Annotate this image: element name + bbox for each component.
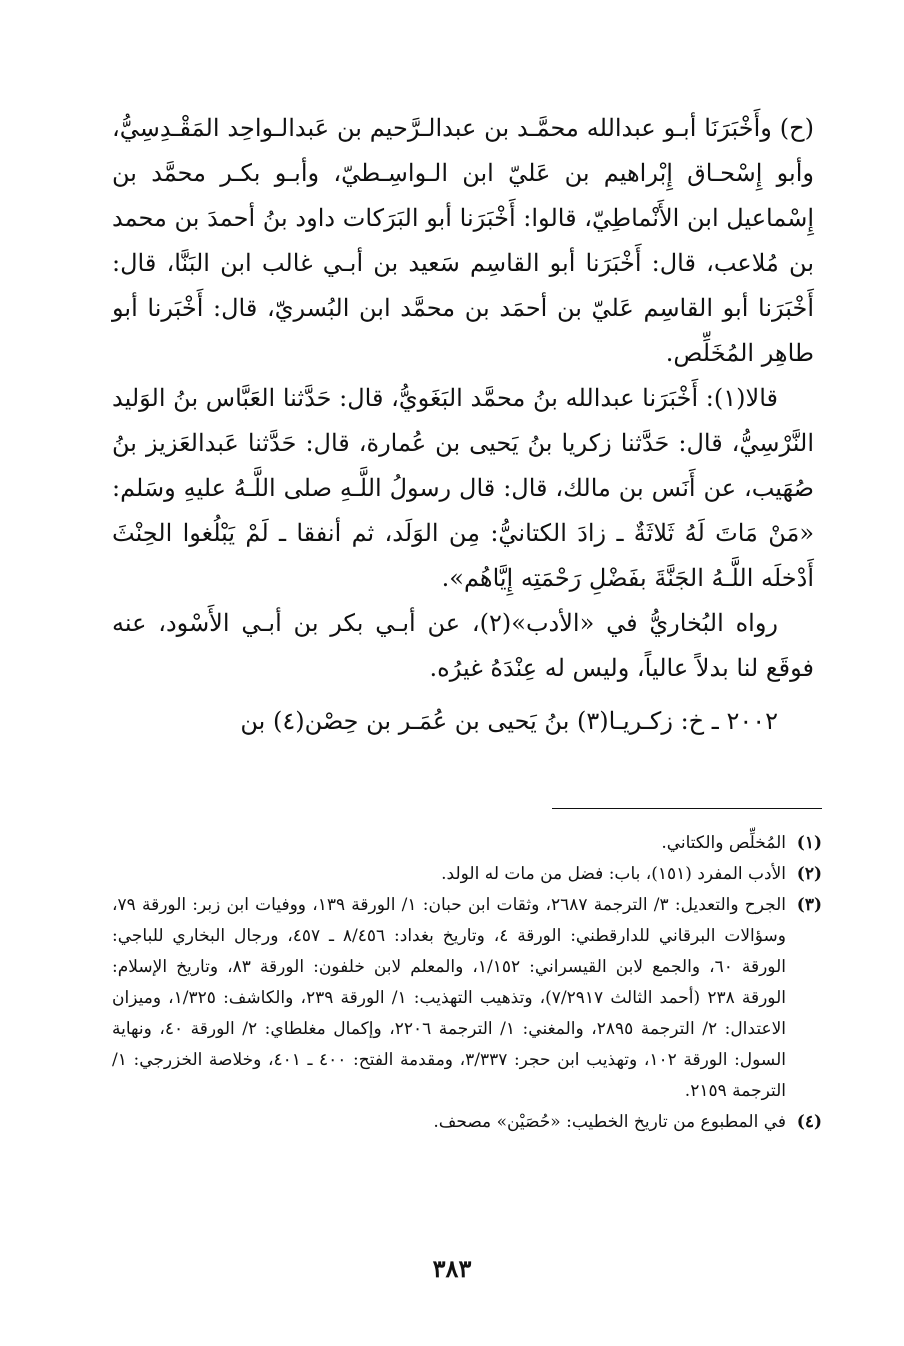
paragraph-chain: (ح) وأَخْبَرَنَا أبـو عبدالله محمَّـد بن عبدالـرَّحيم بن عَبدالـواحِد المَقْـدِسِيُّ، وأبو إِسْحـاق إِبْراهيم بن عَليّ ابن الـواسِـطيّ، وأبـو بكـر محمَّد بن إِسْماعيل ابن الأَنْماطِيّ، قالوا: أَخْبَرَنا أبو البَرَكات داود بنُ أحمدَ بن محمد بن مُلاعب، قال: أَخْبَرَنا أبو القاسِم سَعيد بن أبـي غالب ابن البَنَّا، قال: أَخْبَرَنا أبو القاسِم عَليّ بن أحمَد بن محمَّد ابن البُسريّ، قال: أَخْبَرنا أبو طاهِر المُخَلِّص.: [112, 114, 814, 367]
footnote-number: (١): [796, 833, 822, 853]
footnote-2: [112, 859, 822, 890]
footnote-1: [112, 828, 822, 859]
footnotes: [112, 828, 822, 1138]
paragraph-attribution: رواه البُخاريُّ في «الأدب»(٢)، عن أبـي بكر بن أبـي الأَسْود، عنه فوقَع لنا بدلاً عالياً، وليس له عِنْدَهُ غيرُه.: [112, 609, 814, 682]
footnote-text: في المطبوع من تاريخ الخطيب: «حُصَيْن» مصحف.: [433, 1112, 786, 1132]
footnote-number: (٤): [796, 1112, 822, 1132]
footnote-3: [112, 890, 822, 1107]
paragraph-hadith: قالا(١): أَخْبَرَنا عبدالله بنُ محمَّد البَغَويُّ، قال: حَدَّثنا العَبَّاس بنُ الوَليد النَّرْسِيُّ، قال: حَدَّثنا زكريا بنُ يَحيى بن عُمارة، قال: حَدَّثنا عَبدالعَزيز بنُ صُهَيب، عن أَنَس بن مالك، قال: قال رسولُ اللَّـهِ صلى اللَّـهُ عليهِ وسَلم: «مَنْ مَاتَ لَهُ ثَلاثَةٌ ـ زادَ الكتانيُّ: مِن الوَلَد، ثم أنفقا ـ لَمْ يَبْلُغوا الحِنْثَ أَدْخلَه اللَّـهُ الجَنَّةَ بفَضْلِ رَحْمَتِه إِيَّاهُم».: [112, 384, 814, 592]
footnote-divider: [552, 808, 822, 809]
footnote-text: المُخلِّص والكتاني.: [661, 833, 786, 853]
paragraph-entry-2002: ٢٠٠٢ ـ خ: زكـريـا(٣) بنُ يَحيى بن عُمَـر بن حِصْن(٤) بن: [240, 707, 778, 735]
footnote-text: الأدب المفرد (١٥١)، باب: فضل من مات له الولد.: [441, 864, 786, 884]
footnote-text: الجرح والتعديل: ٣/ الترجمة ٢٦٨٧، وثقات ابن حبان: ١/ الورقة ١٣٩، ووفيات ابن زبر: الورقة ٧٩، وسؤالات البرقاني للدارقطني: الورقة ٤، وتاريخ بغداد: ٨/٤٥٦ ـ ٤٥٧، ورجال البخاري للباجي: الورقة ٦٠، والجمع لابن القيسراني: ١/١٥٢، والمعلم لابن خلفون: الورقة ٨٣، وتاريخ الإسلام: الورقة ٢٣٨ (أحمد الثالث ٧/٢٩١٧)، وتذهيب التهذيب: ١/ الورقة ٢٣٩، والكاشف: ١/٣٢٥، وميزان الاعتدال: ٢/ الترجمة ٢٨٩٥، والمغني: ١/ الترجمة ٢٢٠٦، وإكمال مغلطاي: ٢/ الورقة ٤٠، ونهاية السول: الورقة ١٠٢، وتهذيب ابن حجر: ٣/٣٣٧، ومقدمة الفتح: ٤٠٠ ـ ٤٠١، وخلاصة الخزرجي: ١/ الترجمة ٢١٥٩.: [112, 895, 787, 1101]
footnote-number: (٢): [796, 864, 822, 884]
footnote-number: (٣): [796, 895, 822, 915]
main-text: [112, 106, 814, 744]
page-number: ٣٨٣: [432, 1254, 472, 1283]
footnote-4: [112, 1107, 822, 1138]
